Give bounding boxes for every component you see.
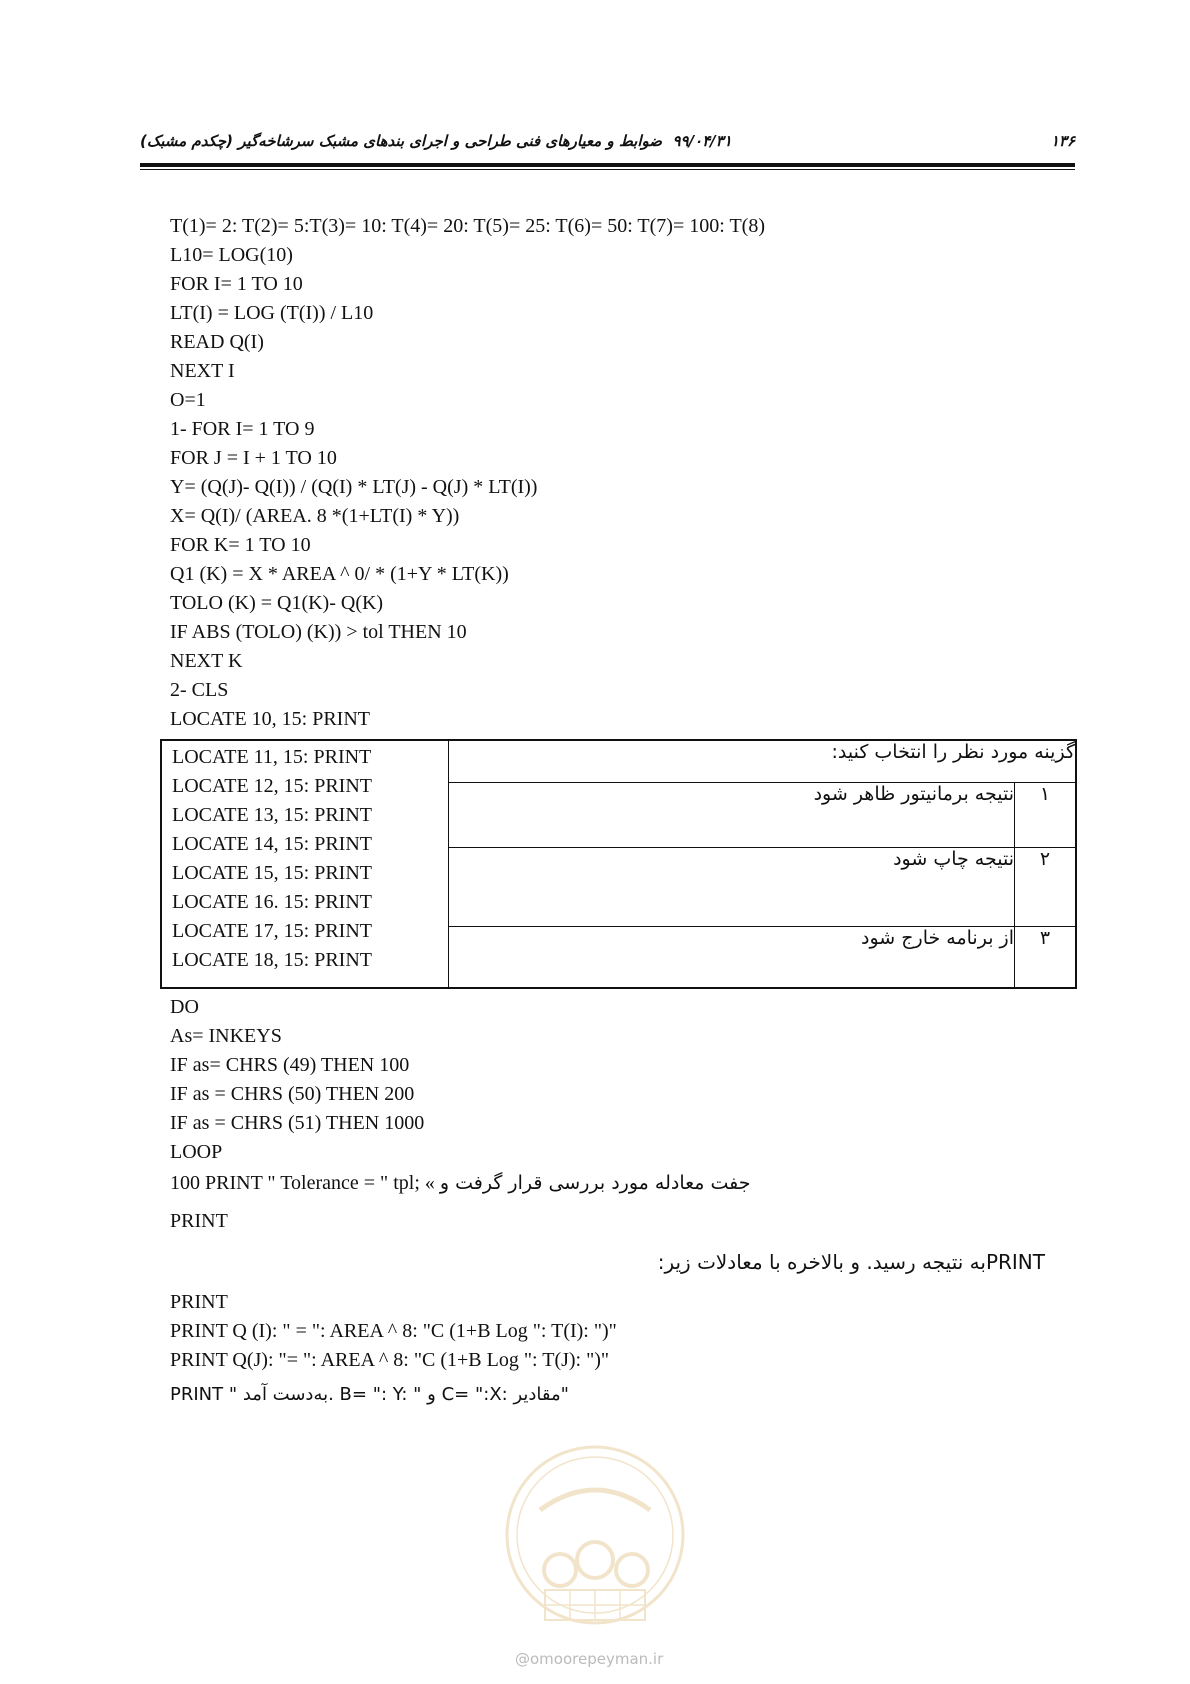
code-line: As= INKEYS	[170, 1025, 282, 1047]
line-100-text: جفت معادله مورد بررسی قرار گرفت و	[439, 1172, 751, 1194]
menu-header: گزینه مورد نظر را انتخاب کنید:	[449, 740, 1077, 782]
locate-line: LOCATE 17, 15: PRINT	[172, 920, 372, 942]
code-line: NEXT I	[170, 360, 235, 382]
locate-line: LOCATE 14, 15: PRINT	[172, 833, 372, 855]
code-block-bottom	[170, 993, 424, 1167]
code-line: LOCATE 10, 15: PRINT	[170, 708, 370, 730]
code-line: IF ABS (TOLO) (K)) > tol THEN 10	[170, 621, 467, 643]
locate-line: LOCATE 18, 15: PRINT	[172, 949, 372, 971]
code-line: LOOP	[170, 1141, 223, 1163]
menu-option-1-text: نتیجه برمانیتور ظاهر شود	[449, 782, 1015, 847]
code-line: TOLO (K) = Q1(K)- Q(K)	[170, 592, 384, 614]
locate-line: LOCATE 15, 15: PRINT	[172, 862, 372, 884]
menu-option-2-num: ۲	[1015, 847, 1077, 926]
menu-option-3-num: ۳	[1015, 927, 1077, 988]
line-100	[170, 1172, 751, 1195]
code-line: FOR I= 1 TO 10	[170, 273, 303, 295]
code-line: 2- CLS	[170, 679, 229, 701]
code-line: PRINT Q(J): "= ": AREA ^ 8: "C (1+B Log ": T(J): ")"	[170, 1349, 610, 1371]
header-title-text: ضوابط و معیارهای فنی طراحی و اجرای بندهای مشبک سرشاخه‌گیر (چکدم مشبک)	[140, 132, 663, 150]
code-line: DO	[170, 996, 199, 1018]
header-title	[140, 132, 732, 150]
print-result-line: PRINTبه نتیجه رسید. و بالاخره با معادلات زیر:	[657, 1250, 1045, 1274]
menu-table	[160, 739, 1077, 989]
code-line: NEXT K	[170, 650, 243, 672]
code-line: PRINT	[170, 1291, 228, 1313]
code-line: IF as = CHRS (51) THEN 1000	[170, 1112, 425, 1134]
header-code: ۹۹/۰۴/۳۱	[672, 132, 732, 150]
code-line: 1- FOR I= 1 TO 9	[170, 418, 315, 440]
page-header	[140, 128, 1075, 158]
code-line: READ Q(I)	[170, 331, 264, 353]
watermark-site: @omoorepeyman.ir	[515, 1650, 664, 1668]
code-line: X= Q(I)/ (AREA. 8 *(1+LT(I) * Y))	[170, 505, 460, 527]
print-line-1: PRINT	[170, 1210, 228, 1232]
code-line: Y= (Q(J)- Q(I)) / (Q(I) * LT(J) - Q(J) * LT(I))	[170, 476, 538, 498]
last-line: PRINT " به‌دست آمد. B= ": Y: " و C= ":X: مقادیر"	[170, 1384, 569, 1405]
code-line: PRINT Q (I): " = ": AREA ^ 8: "C (1+B Log ": T(I): ")"	[170, 1320, 617, 1342]
code-block-top	[170, 212, 765, 734]
page-number: ۱۳۶	[1050, 132, 1075, 150]
code-line: IF as = CHRS (50) THEN 200	[170, 1083, 415, 1105]
menu-option-2-text: نتیجه چاپ شود	[449, 847, 1015, 926]
menu-option-1-num: ۱	[1015, 782, 1077, 847]
code-line: Q1 (K) = X * AREA ^ 0/ * (1+Y * LT(K))	[170, 563, 509, 585]
locate-lines-cell	[161, 740, 449, 988]
locate-line: LOCATE 16. 15: PRINT	[172, 891, 372, 913]
locate-line: LOCATE 12, 15: PRINT	[172, 775, 372, 797]
locate-line: LOCATE 11, 15: PRINT	[172, 746, 372, 768]
watermark-seal-logo	[500, 1440, 690, 1640]
code-line: T(1)= 2: T(2)= 5:T(3)= 10: T(4)= 20: T(5)= 25: T(6)= 50: T(7)= 100: T(8)	[170, 215, 765, 237]
code-line: L10= LOG(10)	[170, 244, 293, 266]
code-line: IF as= CHRS (49) THEN 100	[170, 1054, 410, 1076]
header-rule-thick	[140, 163, 1075, 167]
code-line: LT(I) = LOG (T(I)) / L10	[170, 302, 374, 324]
code-line: O=1	[170, 389, 206, 411]
code-block-end	[170, 1288, 617, 1375]
line-100-code: 100 PRINT " Tolerance = " tpl; «	[170, 1172, 435, 1194]
code-line: FOR K= 1 TO 10	[170, 534, 311, 556]
menu-option-3-text: از برنامه خارج شود	[449, 927, 1015, 988]
header-rule-thin	[140, 169, 1075, 170]
locate-line: LOCATE 13, 15: PRINT	[172, 804, 372, 826]
code-line: FOR J = I + 1 TO 10	[170, 447, 337, 469]
